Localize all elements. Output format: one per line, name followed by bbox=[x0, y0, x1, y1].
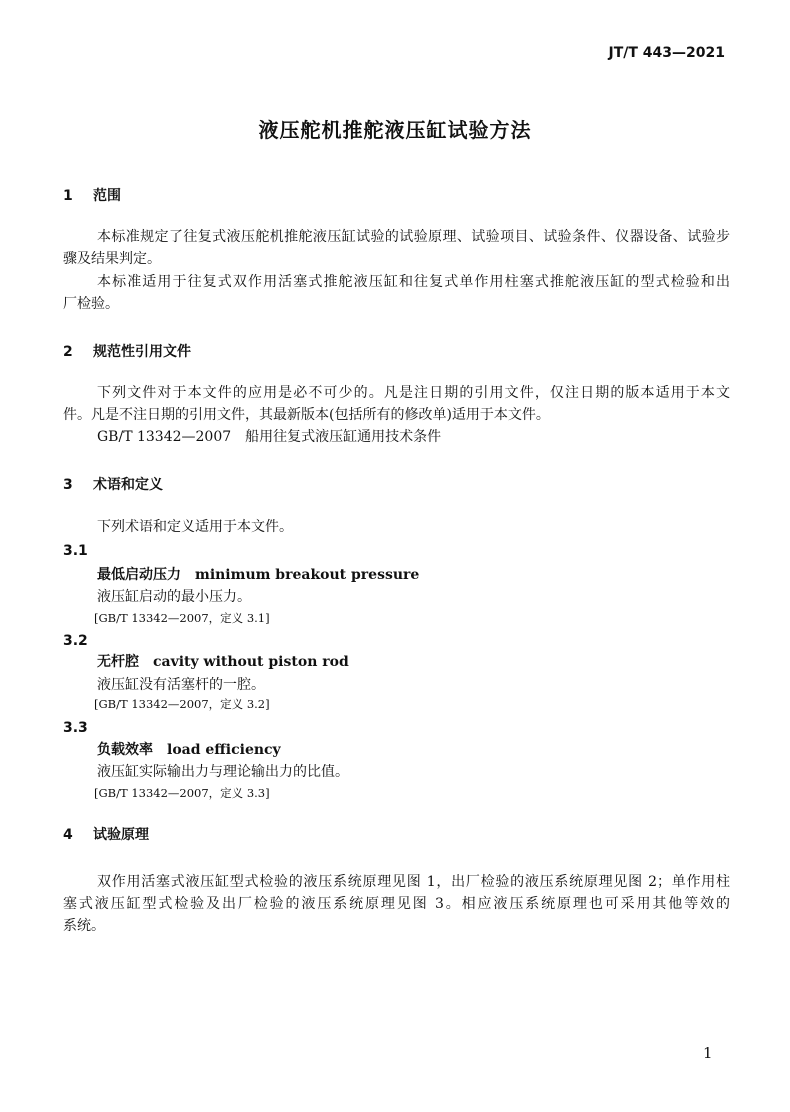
document-title: 液压舵机推舵液压缸试验方法 bbox=[258, 118, 532, 142]
term-source: [GB/T 13342—2007，定义 3.1] bbox=[94, 611, 270, 625]
section-title: 规范性引用文件 bbox=[93, 344, 191, 360]
paragraph-line: 塞式液压缸型式检验及出厂检验的液压系统原理见图 3。相应液压系统原理也可采用其他等效的 bbox=[63, 896, 730, 912]
clause-number: 3.2 bbox=[63, 633, 88, 649]
section-title: 术语和定义 bbox=[93, 477, 163, 493]
section-heading-2 bbox=[63, 345, 191, 359]
term-title: 负载效率 load efficiency bbox=[97, 742, 281, 758]
term-title: 无杆腔 cavity without piston rod bbox=[97, 654, 349, 670]
section-number: 4 bbox=[63, 827, 73, 843]
section-title: 试验原理 bbox=[93, 827, 149, 843]
section-heading-3 bbox=[63, 478, 163, 492]
term-definition: 液压缸没有活塞杆的一腔。 bbox=[97, 677, 265, 693]
term-source: [GB/T 13342—2007，定义 3.3] bbox=[94, 786, 270, 800]
section-number: 1 bbox=[63, 188, 73, 204]
section-number: 2 bbox=[63, 344, 73, 360]
paragraph-line: 厂检验。 bbox=[63, 296, 119, 312]
paragraph-line: 本标准规定了往复式液压舵机推舵液压缸试验的试验原理、试验项目、试验条件、仪器设备、试验步 bbox=[97, 229, 730, 245]
normative-reference: GB/T 13342—2007 船用往复式液压缸通用技术条件 bbox=[97, 429, 442, 445]
term-source: [GB/T 13342—2007，定义 3.2] bbox=[94, 697, 270, 711]
paragraph-line: 本标准适用于往复式双作用活塞式推舵液压缸和往复式单作用柱塞式推舵液压缸的型式检验和出 bbox=[97, 274, 730, 290]
section-number: 3 bbox=[63, 477, 73, 493]
paragraph-line: 下列文件对于本文件的应用是必不可少的。凡是注日期的引用文件，仅注日期的版本适用于本文 bbox=[97, 385, 730, 401]
section-title: 范围 bbox=[93, 188, 121, 204]
paragraph-line: 下列术语和定义适用于本文件。 bbox=[97, 519, 293, 535]
paragraph-line: 骤及结果判定。 bbox=[63, 251, 161, 267]
section-heading-1 bbox=[63, 189, 121, 203]
term-definition: 液压缸实际输出力与理论输出力的比值。 bbox=[97, 764, 349, 780]
clause-number: 3.1 bbox=[63, 543, 88, 559]
standard-number: JT/T 443—2021 bbox=[608, 45, 725, 61]
paragraph-line: 双作用活塞式液压缸型式检验的液压系统原理见图 1，出厂检验的液压系统原理见图 2；单作用柱 bbox=[97, 874, 730, 890]
section-heading-4 bbox=[63, 828, 149, 842]
page-number: 1 bbox=[703, 1044, 713, 1062]
clause-number: 3.3 bbox=[63, 720, 88, 736]
term-definition: 液压缸启动的最小压力。 bbox=[97, 589, 251, 605]
paragraph-line: 系统。 bbox=[63, 918, 105, 934]
paragraph-line: 件。凡是不注日期的引用文件，其最新版本(包括所有的修改单)适用于本文件。 bbox=[63, 407, 550, 423]
term-title: 最低启动压力 minimum breakout pressure bbox=[97, 567, 420, 583]
